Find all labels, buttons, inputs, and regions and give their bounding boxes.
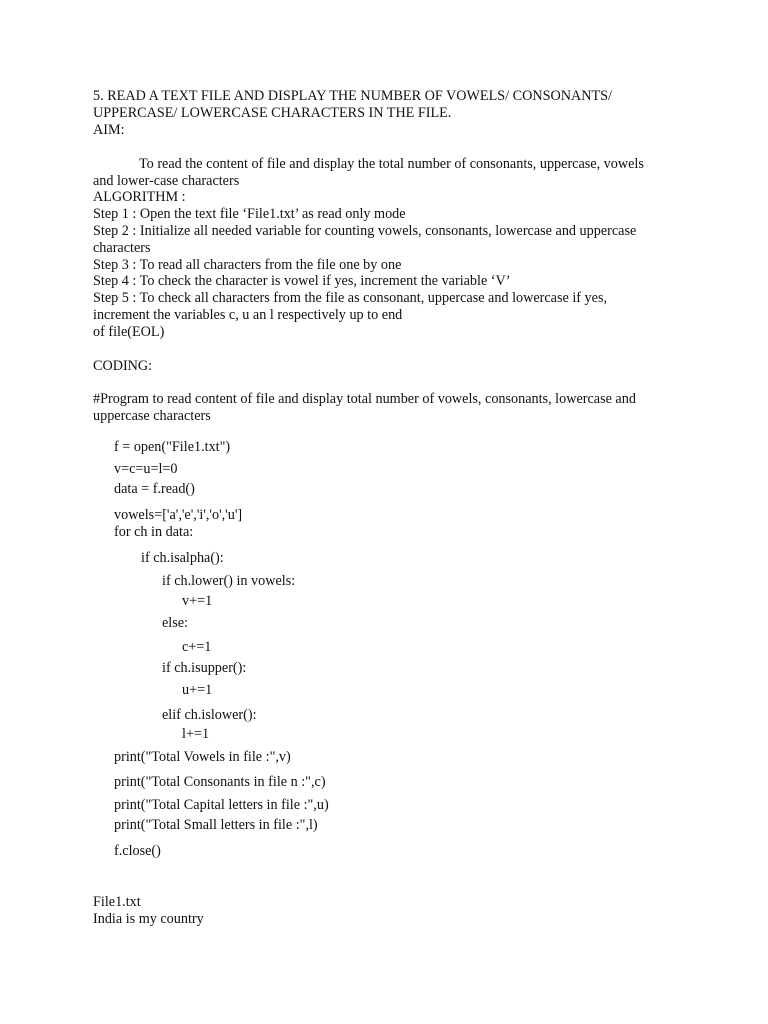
code-line: if ch.isupper(): (162, 660, 247, 676)
algorithm-step: increment the variables c, u an l respectively up to end (93, 307, 403, 323)
code-line: v=c=u=l=0 (114, 461, 178, 477)
code-line: print("Total Vowels in file :",v) (114, 749, 291, 765)
title-line-2: UPPERCASE/ LOWERCASE CHARACTERS IN THE FILE. (93, 105, 452, 121)
program-comment-line-1: #Program to read content of file and display total number of vowels, consonants, lowercase and (93, 391, 636, 407)
code-line: l+=1 (182, 726, 210, 742)
algorithm-heading: ALGORITHM : (93, 189, 186, 205)
coding-heading: CODING: (93, 358, 153, 374)
code-line: c+=1 (182, 639, 212, 655)
file-name: File1.txt (93, 894, 141, 910)
code-line: print("Total Capital letters in file :",u) (114, 797, 329, 813)
program-comment-line-2: uppercase characters (93, 408, 211, 424)
code-line: if ch.lower() in vowels: (162, 573, 296, 589)
code-line: data = f.read() (114, 481, 195, 497)
code-line: f = open("File1.txt") (114, 439, 231, 455)
algorithm-step: Step 3 : To read all characters from the file one by one (93, 257, 402, 273)
algorithm-step: characters (93, 240, 151, 256)
algorithm-step: Step 1 : Open the text file ‘File1.txt’ as read only mode (93, 206, 406, 222)
code-line: print("Total Small letters in file :",l) (114, 817, 318, 833)
code-line: if ch.isalpha(): (141, 550, 224, 566)
algorithm-step: Step 2 : Initialize all needed variable for counting vowels, consonants, lowercase and uppercase (93, 223, 637, 239)
algorithm-step: of file(EOL) (93, 324, 165, 340)
aim-text-line-1: To read the content of file and display the total number of consonants, uppercase, vowels (139, 156, 644, 172)
code-line: vowels=['a','e','i','o','u'] (114, 507, 243, 523)
code-line: print("Total Consonants in file n :",c) (114, 774, 326, 790)
title-line-1: 5. READ A TEXT FILE AND DISPLAY THE NUMBER OF VOWELS/ CONSONANTS/ (93, 88, 612, 104)
code-line: elif ch.islower(): (162, 707, 257, 723)
code-line: u+=1 (182, 682, 213, 698)
code-line: v+=1 (182, 593, 213, 609)
aim-text-line-2: and lower-case characters (93, 173, 240, 189)
algorithm-step: Step 5 : To check all characters from the file as consonant, uppercase and lowercase if yes, (93, 290, 608, 306)
algorithm-step: Step 4 : To check the character is vowel if yes, increment the variable ‘V’ (93, 273, 511, 289)
aim-heading: AIM: (93, 122, 125, 138)
code-line: f.close() (114, 843, 161, 859)
code-line: for ch in data: (114, 524, 194, 540)
code-line: else: (162, 615, 188, 631)
file-content: India is my country (93, 911, 204, 927)
